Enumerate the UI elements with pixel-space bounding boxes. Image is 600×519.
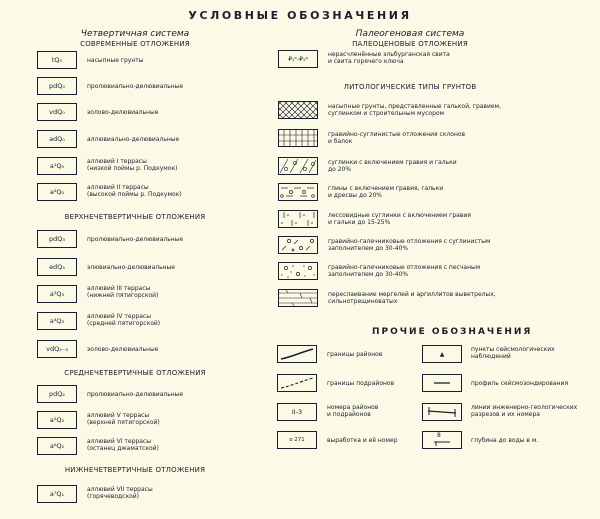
legend-description: границы районов: [327, 351, 383, 358]
legend-description: выработка и её номер: [327, 437, 398, 444]
legend-code-box: ₽₁ᵉ-₽₁ᵍ: [278, 50, 318, 68]
legend-description: насыпные грунты, представленные галькой, гравием, суглинком и строительным мусором: [328, 103, 501, 117]
legend-code-box: tQ₀: [37, 51, 77, 69]
legend-code-box: a⁵Q₂: [37, 411, 77, 429]
gravel-dots-pattern-icon: [278, 262, 318, 280]
legend-description: насыпные грунты: [87, 57, 144, 64]
water-depth-value: 8: [437, 432, 441, 439]
region-number-symbol: II-3: [277, 403, 317, 421]
paleocene-heading: ПАЛЕОЦЕНОВЫЕ ОТЛОЖЕНИЯ: [352, 40, 468, 48]
legend-code-box: a⁴Q₃: [37, 312, 77, 330]
middle-quaternary-heading: СРЕДНЕЧЕТВЕРТИЧНЫЕ ОТЛОЖЕНИЯ: [64, 369, 206, 377]
legend-description: линии инженерно-геологических разрезов и их номера: [471, 404, 578, 418]
legend-code-box: a¹Q₀: [37, 157, 77, 175]
legend-description: элювиально-делювиальные: [87, 264, 175, 271]
pit-number-symbol: o 271: [277, 431, 317, 449]
crosshatch-pattern-icon: [278, 101, 318, 119]
legend-code-box: edQ₃: [37, 258, 77, 276]
legend-description: профиль сейсмозондирования: [471, 380, 569, 387]
legend-description: нерасчленённые эльбурганская свита и свита горячего ключа: [328, 51, 450, 65]
legend-description: аллювий II террасы (высокой поймы р. Подкумок): [87, 184, 182, 198]
other-symbols-heading: ПРОЧИЕ ОБОЗНАЧЕНИЯ: [372, 327, 533, 337]
legend-description: пролювиально-делювиальные: [87, 83, 184, 90]
legend-description: аллювий VII террасы (горячеводской): [87, 486, 153, 500]
hatch-circles-pattern-icon: [278, 157, 318, 175]
legend-description: аллювий VI террасы (останец джаматской): [87, 438, 159, 452]
legend-code-box: vdQ₀: [37, 103, 77, 121]
legend-description: эолово-делювиальные: [87, 346, 159, 353]
legend-code-box: a⁶Q₂: [37, 437, 77, 455]
legend-title: УСЛОВНЫЕ ОБОЗНАЧЕНИЯ: [188, 9, 412, 22]
legend-description: пункты сейсмологических наблюдений: [471, 346, 555, 360]
paleogene-system-title: Палеогеновая система: [355, 29, 465, 39]
legend-description: гравийно-галечниковые отложения с песчаным заполнителем до 30-40%: [328, 264, 481, 278]
quaternary-system-title: Четвертичная система: [80, 29, 190, 39]
section-line-icon: [422, 403, 462, 421]
lithology-heading: ЛИТОЛОГИЧЕСКИЕ ТИПЫ ГРУНТОВ: [343, 83, 477, 91]
seismic-point-icon: ▲: [422, 345, 462, 363]
legend-description: аллювий I террасы (низкой поймы р. Подкумок): [87, 158, 178, 172]
legend-description: границы подрайонов: [327, 380, 395, 387]
legend-description: номера районов и подрайонов: [327, 404, 379, 418]
dash-circles-pattern-icon: [278, 183, 318, 201]
legend-description: аллювий III террасы (нижней пятигорской): [87, 285, 159, 299]
legend-code-box: adQ₀: [37, 130, 77, 148]
legend-code-box: pdQ₃: [37, 230, 77, 248]
legend-code-box: a³Q₃: [37, 285, 77, 303]
legend-description: лессовидные суглинки с включением гравия и гальки до 15-25%: [328, 212, 471, 226]
legend-description: аллювий V террасы (верхней пятигорской): [87, 412, 160, 426]
legend-description: эолово-делювиальные: [87, 109, 159, 116]
legend-description: переслаивание мергелей и аргиллитов выветрелых, сильнотрещиноватых: [328, 291, 496, 305]
legend-code-box: a²Q₀: [37, 183, 77, 201]
vertical-dots-pattern-icon: [278, 210, 318, 228]
legend-description: гравийно-галечниковые отложения с суглинистым заполнителем до 30-40%: [328, 238, 491, 252]
modern-deposits-heading: СОВРЕМЕННЫЕ ОТЛОЖЕНИЯ: [80, 40, 190, 48]
legend-description: пролювиально-делювиальные: [87, 391, 184, 398]
region-border-icon: [277, 345, 317, 363]
seismic-profile-icon: [422, 374, 462, 392]
layers-pattern-icon: [278, 289, 318, 307]
legend-code-box: pdQ₀: [37, 77, 77, 95]
grid-pattern-icon: [278, 129, 318, 147]
legend-code-box: pdQ₂: [37, 385, 77, 403]
legend-code-box: vdQ₂₋₃: [37, 340, 77, 358]
legend-code-box: a⁷Q₁: [37, 485, 77, 503]
legend-description: глины с включением гравия, гальки и дресвы до 20%: [328, 185, 444, 199]
lower-quaternary-heading: НИЖНЕЧЕТВЕРТИЧНЫЕ ОТЛОЖЕНИЯ: [64, 466, 206, 474]
subregion-border-icon: [277, 374, 317, 392]
legend-description: пролювиально-делювиальные: [87, 236, 184, 243]
gravel-slash-pattern-icon: [278, 236, 318, 254]
legend-description: глубина до воды в м.: [471, 437, 539, 444]
legend-description: суглинки с включением гравия и гальки до 20%: [328, 159, 457, 173]
upper-quaternary-heading: ВЕРХНЕЧЕТВЕРТИЧНЫЕ ОТЛОЖЕНИЯ: [64, 213, 206, 221]
water-depth-icon: [422, 431, 462, 449]
legend-description: аллювиально-делювиальные: [87, 136, 180, 143]
legend-description: аллювий IV террасы (средней пятигорской): [87, 313, 161, 327]
legend-description: гравийно-суглинистые отложения склонов и балок: [328, 131, 466, 145]
